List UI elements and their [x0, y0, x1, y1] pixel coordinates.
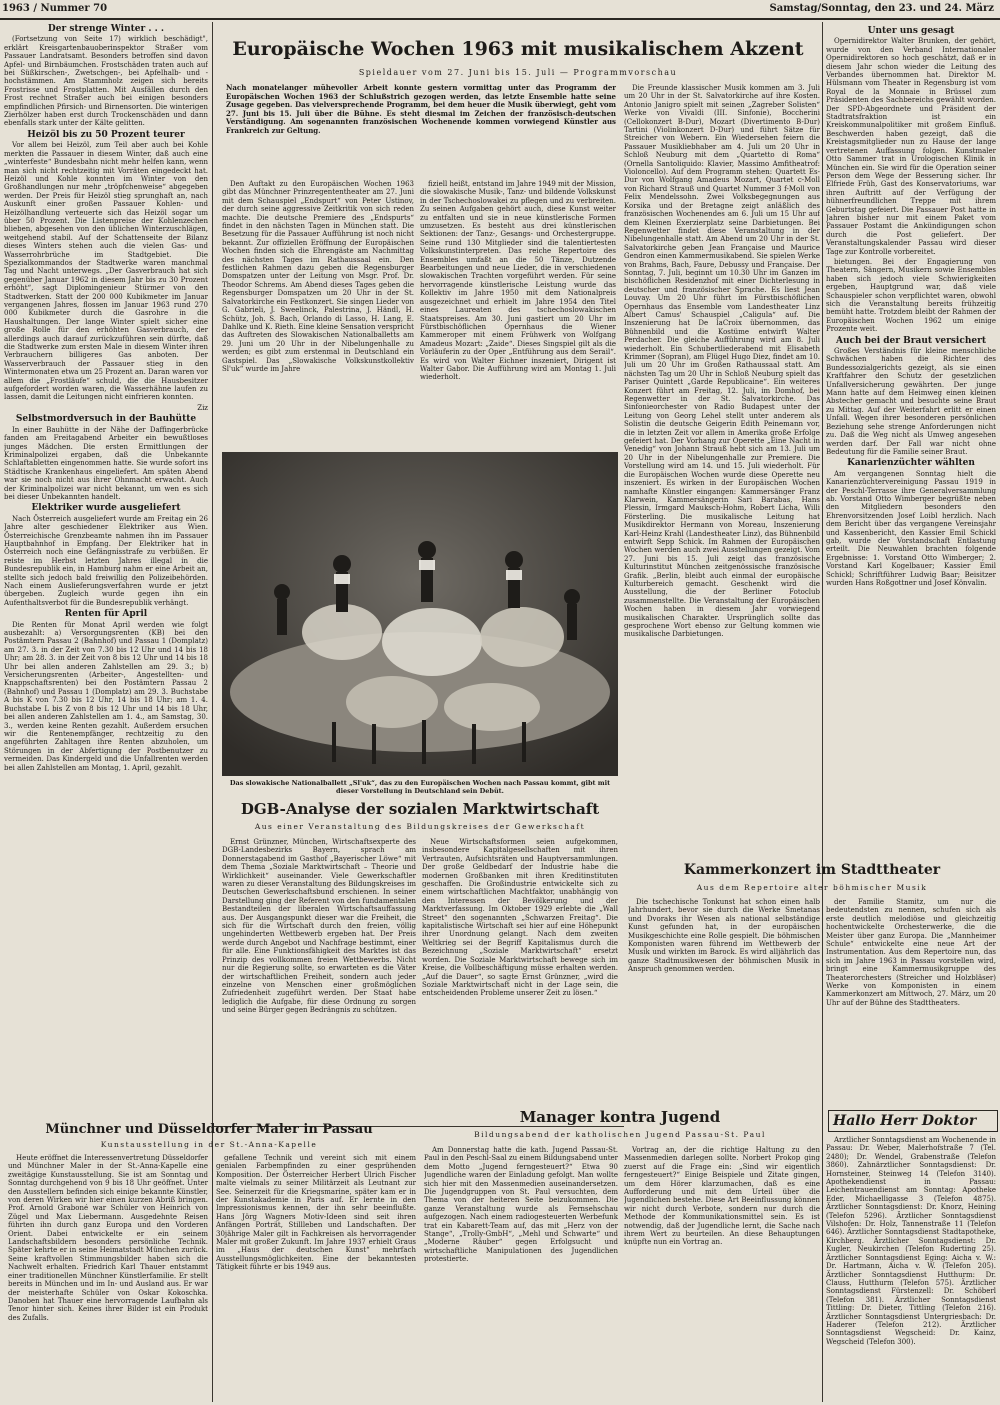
- hallo-herr-doktor-logo: Hallo Herr Doktor: [828, 1110, 998, 1132]
- manager-col-b: [624, 1146, 820, 1402]
- article-title-kanarien: Kanarienzüchter wählten: [847, 458, 975, 469]
- main-col-b-text: fiziell heißt, entstand im Jahre 1949 mit der Mission, die slowakische Musik-, Tanz- und bildende Volkskunst in der Tschechoslowakei zu pflegen und zu verbreiten. Zu seinen Aufgaben gehört auch, diese Kunst weiter zu entfalten und sie in neue künstlerische Formen umzusetzen. Es besteht aus drei künstlerischen Sektionen: der Tanz-, Gesangs- und Orchestergruppe. Seine rund 130 Mitglieder sind die talentiertesten Volkskunstinterpreten. Das reiche Repertoire des Ensembles umfaßt an die 50 Tänze, Dutzende Bearbeitungen und neue Lieder, die in verschiedenen slowakischen Trachten vorgeführt werden. Für seine hervorragende künstlerische Leistung wurde das Kollektiv im Jahre 1950 mit dem Nationalpreis ausgezeichnet und erhielt im Jahre 1954 den Titel eines Laureaten des tschechoslowakischen Staatspreises. Am 30. Juni gastiert um 20 Uhr im Fürstbischöflichen Opernhaus die Wiener Kammeroper mit einem Frühwerk von Wolfgang Amadeus Mozart: „Zaide“. Dieses Singspiel gilt als die Vorläuferin zu der Oper „Entführung aus dem Serail“. Es wird von Walter Eichner inszeniert, Dirigent ist Walter Gabor. Die Aufführung wird am Montag 1. Juli wiederholt.: [420, 180, 616, 382]
- manager-headline: Manager kontra Jugend: [519, 1108, 721, 1126]
- article-title-renten: Renten für April: [64, 609, 148, 620]
- dgb-col-b: [422, 838, 618, 1096]
- article-body-braut: Großes Verständnis für kleine menschliche Schwächen haben die Richter des Bundessozialgerichts gezeigt, als sie einen Kraftfahrer den Schutz der gesetzlichen Unfallversicherung gewährten. Der junge Mann hatte auf dem Heimweg einen kleinen Abstecher gemacht und besuchte seine Braut zu Mittag. Auf der Weiterfahrt erlitt er einen Unfall. Wegen ihrer besonderen persönlichen Beziehung sehe strenge Anforderungen nicht zu. Daß die Weg nicht als Umweg angesehen werden darf. Der Fall war nicht ohne Bedeutung für die Familie seiner Braut.: [826, 347, 996, 456]
- munchner-col-b-text: gefallene Technik und vereint sich mit einem genialen Farbempfinden zu einer gesprühenden Komposition. Der Österreicher Herbert Ulrich Fischer malte vielmals zu seiner Militärzeit als Leutnant zur See. Seinerzeit für die Kriegsmarine, später kam er in der Kunstakademie in Paris auf. Er lernte in den Impressionismus kennen, der ihn sehr beeinflußte. Hans Jörg Wagners Motiv-Ideen sind seit ihren Anfängen Porträt, Stillleben und Landschaften. Der 30jährige Maler gilt in Fachkreisen als hervorragender Maler mit großer Zukunft. Im Jahre 1937 erhielt Graus im „Haus der deutschen Kunst“ mehrfach Ausstellungsmöglichkeiten. Eine der bekanntesten Tätigkeit führte er bis 1949 aus.: [216, 1154, 416, 1272]
- main-col-b: [420, 180, 616, 448]
- article-body-unter-uns: Opernidirektor Walter Brunken, der gehört, wurde von den Verband Internationaler Opernidirektoren so hoch geschätzt, daß er in diesem Jahr schon wieder die Leitung des Verbandes übernommen hat. Direktor M. Hülsmann vom Theater in Regensburg ist vom Royal de la Monnaie in Brüssel zum Präsidenten des Sachbereichs gewählt worden. Der SPD-Abgeordnete und Präsident der Stadtratsfraktion ist ein Kreiskommunalpolitiker mit großem Einfluß. Beschwerden haben gezeigt, daß die Kreistagsmitglieder nun zu Hause der lange vertretenen Auffassung folgen. Kunstmaler Otto Sammer trat in Urologischen Klinik in München ein. Sie wird für die Operation seiner Person dem Wege der Besserung sicher. Ihr Elfriede Früh, Gast des Konservatoriums, war ihren Auftritt auf der Verfügung der hühnerfreundlichen Treppe mit ihrem Geburtstag gefeiert. Die Passauer Post hatte in Jahren bisher nur mit einem Paket vom Passauer Postamt die Ankündigungen schon durch die Post geliefert. Der Veranstaltungskalender Passau wird dieser Tage zur Kontrolle vorbereitet.: [826, 37, 996, 256]
- article-body-winter: (Fortsetzung von Seite 17) wirklich beschädigt", erklärt Kreisgartenbauoberinspektor Straßer vom Passauer Landratsamt. Besonders betroffen sind davon Apfel- und Birnbäumchen. Frostschäden traten auch auf bei Süßkirschen-, Zwetschgen-, bei Apfelhalb- und -hochstämmen. Am Stammholz zeigen sich bereits Frostrisse und Frostplatten. Mit Ausfällen durch den Frost rechnet Straßer auch bei einigen besonders empfindlichen Pfirsich- und Birnensorten. Die winterigen Zierhölzer haben erst durch Trockenschäden und dann ebenfalls stark unter der Kälte gelitten.: [4, 35, 208, 128]
- photo-caption: Das slowakische Nationalballett „Sl'uk“, das zu den Europäischen Wochen nach Passau kommt, gibt mit dieser Vorstellung in Deutschland sein Debüt.: [229, 779, 611, 795]
- main-headline: Europäische Wochen 1963 mit musikalischem Akzent: [232, 38, 804, 60]
- manager-col-a: [424, 1146, 618, 1402]
- doctor-listing-text: Ärztlicher Sonntagsdienst am Wochenende in Passau: Dr. Weber, Malerhofstraße 7 (Tel. 2480); Dr. Wendel, Grabenstraße (Telefon 3860). Zahnärztlicher Sonntagsdienst: Dr. Hornsteiner, Steinweg 14 (Telefon 3140). Apothekendienst in Passau: Leichentrauendienst am Sonntag: Apotheke Eder, Michaelligasse 3 (Telefon 4875). Ärztlicher Sonntagsdienst: Dr. Knorz, Heining (Telefon 5296). Ärztlicher Sonntagsdienst Vilshofen: Dr. Holz, Tannenstraße 11 (Telefon 646). Ärztlicher Sonntagsdienst Stadtapotheke, Kirchberg. Ärztlicher Sonntagsdienst: Dr. Kugler, Neukirchen (Telefon Ruderting 25). Ärztlicher Sonntagsdienst Eging: Aicha v. W.: Dr. Hartmann, Aicha v. W. (Telefon 205). Ärztlicher Sonntagsdienst Hutthurm: Dr. Clauss, Hutthurm (Telefon 575). Ärztlicher Sonntagsdienst Fürstenzell: Dr. Schöberl (Telefon 381). Ärztlicher Sonntagsdienst Tittling: Dr. Dieter, Tittling (Telefon 216). Ärztlicher Sonntagsdienst Untergriesbach: Dr. Haderer (Telefon 212). Ärztlicher Sonntagsdienst Wegscheid: Dr. Kainz, Wegscheid (Telefon 300).: [826, 1136, 996, 1346]
- right-column: [826, 24, 996, 860]
- article-title-braut: Auch bei der Braut versichert: [836, 335, 986, 346]
- header-issue: 1963 / Nummer 70: [2, 3, 108, 14]
- article-body-heizoel: Vor allem bei Heizöl, zum Teil aber auch bei Kohle merkten die Passauer in diesem Winter, daß auch eine „winterfeste“ Bundesbahn nicht mehr helfen kann, wenn man sich nicht rechtzeitig mit Vorräten eingedeckt hat. Heizöl und Kohle konnten im Winter von den Großhandlungen nur mehr „tröpfchenweise“ abgegeben werden. Der Preis für Heizöl stieg sprunghaft an, nach Auskunft einer großen Passauer Kohlen- und Heizölhandlung verteuerte sich das Heizöl sogar um über 50 Prozent. Die Listenpreise der Kohlenzechen blieben, abgesehen von den üblichen Winterzuschlägen, weitgehend stabil. Auf der Schattenseite der Bilanz dieses Winters stehen auch die vielen Gas- und Wasserrohrbrüche im Stadtgebiet. Die Spezialkommandos der Stadtwerke waren manchmal Tag und Nacht unterwegs. „Der Gasverbrauch hat sich gegenüber Januar 1962 in diesem Jahr bis zu 30 Prozent erhöht“, sagt Diplomingenieur Stürmer von den Stadtwerken. Statt der 200 000 Kubikmeter im Januar vergangenen Jahres, flossen im Januar 1963 rund 270 000 Kubikmeter durch die Gasrohre in die Haushaltungen. Der lange Winter spielt sicher eine große Rolle für den erhöhten Gasverbrauch, der allerdings auch darauf zurückzuführen sein dürfte, daß die Stadtwerke zum ersten Male in diesem Winter ihren Verbrauchern billigeres Gas anboten. Der Wasserverbrauch der Passauer stieg in den Wintermonaten etwa um 25 Prozent an. Daran waren vor allem die „Frostläufe“ schuld, die die Hausbesitzer aufgefordert worden waren, die Wasserhähne laufen zu lassen, damit die Leitungen nicht einfrieren konnten.: [4, 141, 208, 402]
- article-title-selbstmord: Selbstmordversuch in der Bauhütte: [15, 414, 197, 425]
- kammer-col-a-text: Die tschechische Tonkunst hat schon einen halb Jahrhundert, bevor sie durch die Werke Smetanas und Dvoraks ihr Wesen als national selbständige Kunst gefunden hat, in der europäischen Musikgeschichte eine Rolle gespielt. Die böhmischen Komponisten waren führend im Wettbewerb der Musik und wirkten im Barock. Es wird alljährlich das ganze Stadtmusikwesen der böhmischen Musik in Anspruch genommen werden.: [628, 898, 820, 974]
- column-divider: [212, 22, 213, 1402]
- header-date: Samstag/Sonntag, den 23. und 24. März: [769, 3, 994, 14]
- article-title-winter: Der strenge Winter . . .: [47, 24, 165, 34]
- munchner-col-a: [8, 1154, 208, 1402]
- kammer-subtitle: Aus dem Repertoire alter böhmischer Musik: [696, 883, 928, 892]
- dgb-col-b-text: Neue Wirtschaftsformen seien aufgekommen, insbesondere Kapitalgesellschaften mit ihren Vertrauten, Aufsichtsräten und Hauptversammlungen. Der große Geldbedarf der Industrie habe die modernen Großbanken mit ihren Kreditinstituten geschaffen. Die Großindustrie entwickelte sich zu einem wirtschaftlichen Machtfaktor, unabhängig von den Interessen der Bevölkerung und der Marktverfassung. Im Oktober 1929 erlebte die „Wall Street“ den sogenannten „Schwarzen Freitag“. Die kapitalistische Wirtschaft sei hier auf eine Höhepunkt ihrer Unordnung gelangt. Nach dem zweiten Weltkrieg sei der Begriff Kapitalismus durch die Bezeichnung „Soziale Marktwirtschaft“ ersetzt worden. Die Soziale Marktwirtschaft bewege sich im Kreise, die Vollbeschäftigung müsse erhalten werden. „Auf die Dauer“, so sagte Ernst Grünzner, „wird die Soziale Marktwirtschaft nicht in der Lage sein, die entscheidenden Probleme unserer Zeit zu lösen.“: [422, 838, 618, 998]
- doctor-listing: [826, 1136, 996, 1402]
- main-col-c-text: Die Freunde klassischer Musik kommen am 3. Juli um 20 Uhr in der St. Salvatorkirche auf ihre Kosten. Antonio Janigro spielt mit seinen „Zagreber Solisten“ Werke von Vivaldi (III. Sinfonie), Boccherini (Cellokonzert B-Dur), Mozart (Divertimento B-Dur) Tartini (Violinkonzert D-Dur) und führt Sätze für Streicher von Webern. Ein Wiedersehen feiern die Passauer Musikliebhaber am 4. Juli um 20 Uhr in Schloß Neuburg mit dem „Quartetto di Roma“ (Ornella Santoliquido: Klavier, Massimo Amfitheatrof: Violoncello). Auf dem Programm stehen: Quartett Es-Dur von Wolfgang Amadeus Mozart, Quartet c-Moll von Richard Strauß und Quartet Nummer 3 f-Moll von Felix Mendelssohn. Zwei Volksbegegnungen aus Korsika und der Bretagne zeigt anläßlich des französischen Wochenendes am 6. Juli um 15 Uhr auf dem Kleinen Exerzierplatz seine Darbietungen. Bei Regenwetter findet diese Veranstaltung in der Nibelungenhalle statt. Am Abend um 20 Uhr in der St. Salvatorkirche geben Jean Française und Maurice Gendron einen Kammermusikabend. Sie spielen Werke von Brahms, Bach, Faure, Debussy und Française. Der Sonntag, 7. Juli, beginnt um 10.30 Uhr im Ganzen im bischöflichen Residenzhof mit einer Dichterlesung in deutscher und französischer Sprache. Es liest Jean Louvay. Um 20 Uhr führt im Fürstbischöflichen Opernhaus das Ensemble vom Landestheater Linz Albert Camus' Schauspiel „Caligula“ auf. Die Inszenierung hat De laCroix übernommen, das Bühnenbild und die Kostüme entwirft Walter Perdacher. Die gleiche Aufführung wird am 8. Juli wiederholt. Ein Schubertliederabend mit Elisabeth Krimmer (Sopran), am Flügel Hugo Diez, findet am 10. Juli um 20 Uhr im Großen Rathaussaal statt. Am nächsten Tag um 20 Uhr in Schloß Neuburg spielt das Pariser Quintett „Garde Republicaine“. Ein weiteres Konzert führt am Freitag, 12. Juli, im Domhof, bei Regenwetter in der St. Salvatorkirche. Das Sinfonieorchester von Radio Budapest unter der Leitung von Georg Lehel stellt unter anderem als Solistin die deutsche Geigerin Edith Peinemann vor, die in letzten Zeit vor allem in Amerika große Erfolge gefeiert hat. Der Vorhang zur Operette „Eine Nacht in Venedig“ von Johann Strauß hebt sich am 13. Juli um 20 Uhr in der Nibelungenhalle zur Premiere. Die Vorstellung wird am 14. und 15. Juli wiederholt. Für die Europäischen Wochen wurde diese Operette neu inszeniert. Es wirken in der Europäischen Wochen namhafte Künstler eingangen: Kammersänger Franz Klarwein, Kammersängerin Sari Barabas, Hans Plessin, Irmgard Mauksch-Hohm, Robert Licha, Willi Försterling. Die musikalische Leitung hat Musikdirektor Hermann von Moreau, Inszenierung Karl-Heinz Krahl (Landestheater Linz), das Bühnenbild entwirft Sepp Schick. Im Rahmen der Europäischen Wochen werden auch zwei Ausstellungen gezeigt. Vom 27. Juni bis 15. Juli zeigt das französische Kulturinstitut München zeitgenössische französische Grafik. „Berlin, bleibt auch einmal der europäische Kulturbereich gemacht. Geschenkt wird die Ausstellung, die der Berliner Fotoclub zusammenstellte. Die Veranstaltung der Europäischen Wochen haben in diesem Jahr vorwiegend musikalischen Charakter. Ursprünglich sollte das gesprochene Wort ebenso zur Geltung kommen wie musikalische Darbietungen.: [624, 84, 820, 639]
- article-body-kanarien: Am vergangenen Sonntag hielt die Kanarienzüchtervereinigung Passau 1919 in der Peschl-Terrasse ihre Generalversammlung ab. Vorstand Otto Wimberger begrüßte neben den Mitgliedern besonders den Ehrenvorsitzenden Josef Loibl herzlich. Nach dem Bericht über das vergangene Vereinsjahr und Kassenbericht, den Kassier Emil Schickl gab, wurde der Vorstandschaft Entlastung erteilt. Die Neuwahlen brachten folgende Ergebnisse: 1. Vorstand Otto Wimberger; 2. Vorstand Karl Kogelbauer; Kassier Emil Schickl; Schriftführer Ludwig Baar; Beisitzer wurden Hans Roßgottner und Josef Könvalin.: [826, 469, 996, 587]
- dgb-subtitle: Aus einer Veranstaltung des Bildungskreises der Gewerkschaft: [254, 822, 586, 831]
- munchner-col-a-text: Heute eröffnet die Interessenvertretung Düsseldorfer und Münchner Maler in der St.-Anna-Kapelle eine zweitägige Kunstausstellung. Sie ist am Sonntag und Sonntag durchgehend von 9 bis 18 Uhr geöffnet. Unter den Ausstellern befinden sich einige bekannte Künstler, von deren Wirken wir hier einen kurzen Abriß bringen. Prof. Arnold Graboné war Schüler von Heinrich von Zügel und Max Liebermann. Ausgedehnte Reisen führten ihn durch ganz Europa und den Vorderen Orient. Dabei entwickelte er ein seinem Landschaftsbildern besonders persönliche Technik. Später kehrte er in seine Heimatstadt München zurück. Seine kraftvollen Stimmungsbilder haben sich die Nachwelt erhalten. Friedrich Karl Thauer entstammt einer traditionellen Münchner Künstlerfamilie. Er stellt bereits in München und im In- und Ausland aus. Er war der meisterhafte Schüler von Oskar Kokoschka. Danoben hat Thauer eine hervorragende Laufbahn als Tenor hinter sich. Keines ihrer Bilder ist ein Produkt des Zufalls.: [8, 1154, 208, 1322]
- article-title-elektriker: Elektriker wurde ausgeliefert: [31, 503, 181, 514]
- manager-col-b-text: Vortrag an, der die richtige Haltung zu den Massenmedien darlegen sollte. Norbert Prokop ging zuerst auf die Frage ein: „Sind wir eigentlich ferngesteuert?“ Einige Beispiele und Zitate gingen, um dem Hörer klarzumachen, daß es eine Aufforderung und mit dem Urteil über die Jugendlichen bestehe. Diese Art Beeinflussung können wir nicht durch Verbote, sondern nur durch die Methode der Kommunikationsmittel sein. Es ist notwendig, daß der Jugendliche lernt, die Sache nach ihrem Wert zu beurteilen. An diese Behauptungen knüpfte nun ein Vortrag an.: [624, 1146, 820, 1247]
- ballet-photo: [222, 452, 618, 776]
- munchner-col-b: [216, 1154, 416, 1402]
- munchner-subtitle: Kunstausstellung in der St.-Anna-Kapelle: [100, 1140, 318, 1149]
- article-body-selbstmord: In einer Bauhütte in der Nähe der Daffingerbrücke fanden am Freitagabend Arbeiter ein bewußtloses junges Mädchen. Die ersten Ermittlungen der Kriminalpolizei ergaben, daß die Unbekannte Schlaftabletten eingenommen hatte. Sie wurde sofort ins Städtische Krankenhaus eingeliefert. Am späten Abend war sie noch nicht aus ihrer Ohnmacht erwacht. Auch der Kriminalpolizei war nicht bekannt, um wen es sich bei dieser Unbekannten handelt.: [4, 425, 208, 501]
- article-body-gesellschaft: bietungen. Bei der Engagierung von Theatern, Sängern, Musikern sowie Ensembles haben sich jedoch viele Schwierigkeiten ergeben, Hauptgrund war, daß viele Schauspieler schon verpflichtet waren, obwohl sich die Veranstaltung bereits frühzeitig bemüht hatte. Trotzdem bleibt der Rahmen der Europäischen Wochen 1962 um einige Prozente weit.: [826, 257, 996, 334]
- kammer-headline: Kammerkonzert im Stadttheater: [683, 862, 941, 878]
- article-title-unter-uns: Unter uns gesagt: [867, 26, 955, 36]
- kammer-col-b-text: der Familie Stamitz, um nur die bedeutendsten zu nennen, schufen sich als erste deutlich melodiöse und gleichzeitig hochentwickelte Orchesterwerke, die die Meister über ganz Europa. Die „Mannheimer Schule“ entwickelte eine neue Art der Instrumentation. Aus dem Repertoire nun, das sich im Jahre 1963 in Passau vorstellen wird, bringt eine Kammermusikgruppe des Theaterorchesters (Streicher und Holzbläser) Werke von Komponisten in einem Kammerkonzert am Mittwoch, 27. März, um 20 Uhr auf der Bühne des Stadttheaters.: [826, 898, 996, 1007]
- kammer-col-a: [628, 898, 820, 1104]
- article-body-renten: Die Renten für Monat April werden wie folgt ausbezahlt: a) Versorgungsrenten (KB) bei den Postämtern Passau 2 (Bahnhof) und Passau 1 (Domplatz) am 27. 3. in der Zeit von 7.30 bis 12 Uhr und 14 bis 18 Uhr; am 28. 3. in der Zeit von 8 bis 12 Uhr und 14 bis 18 Uhr bei allen anderen Zahlstellen am 29. 3.; b) Versicherungsrenten (Arbeiter-, Angestellten- und Knappschaftsrenten) bei den Postämtern Passau 2 (Bahnhof) und Passau 1 (Domplatz) am 29. 3. Buchstabe A bis K von 7.30 bis 12 Uhr, 14 bis 18 Uhr; am 1. 4. Buchstabe L bis Z von 8 bis 12 Uhr und 14 bis 18 Uhr, bei allen anderen Zahlstellen am 1. 4., am Samstag, 30. 3., werden keine Renten gezahlt. Außerdem ersuchen wir die Rentenempfänger, rechtzeitig zu den angeführten Zahltagen ihre Renten abzuholen, um Störungen in der Abfertigung der Postbenutzer zu vermeiden. Das Kindergeld und die Unfallrenten werden bei allen Zahlstellen am Montag, 1. April, gezahlt.: [4, 620, 208, 772]
- main-subtitle: Spieldauer vom 27. Juni bis 15. Juli — Programmvorschau: [358, 68, 678, 77]
- munchner-headline: Münchner und Düsseldorfer Maler in Passau: [45, 1122, 373, 1137]
- kammer-col-b: [826, 898, 996, 1104]
- ballet-photo-graphic: [222, 452, 618, 776]
- article-body-elektriker: Nach Österreich ausgeliefert wurde am Freitag ein 26 Jahre alter geschiedener Elektriker aus Wien. Österreichische Grenzbeamte nahmen ihn im Passauer Hauptbahnhof in Empfang. Der Elektriker hat in Österreich noch eine Gefängnisstrafe zu verbüßen. Er reiste im Herbst letzten Jahres illegal in die Bundesrepublik ein, in Hamburg nahm er eine Arbeit an, stellte sich jedoch bald freiwillig den Polizeibehörden. Nach einem Auslieferungsverfahren wurde er jetzt übergeben. Zugleich wurde gegen ihn ein Aufenthaltsverbot für die Bundesrepublik verhängt.: [4, 514, 208, 607]
- article-signature: Ziz: [197, 403, 208, 412]
- dgb-headline: DGB-Analyse der sozialen Marktwirtschaft: [240, 800, 600, 818]
- column-divider-right: [822, 22, 823, 1402]
- manager-col-a-text: Am Donnerstag hatte die kath. Jugend Passau-St. Paul in den Peschl-Saal zu einem Bildungsabend unter dem Motto „Jugend ferngesteuert?“ Etwa 90 Jugendliche waren der Einladung gefolgt. Man wollte sich hier mit den Massenmedien auseinandersetzen. Die Jugendgruppen von St. Paul versuchten, dem Thema von der heiteren Seite beizukommen. Die ganze Veranstaltung wurde als Fernsehschau aufgezogen. Nach einem radiogesteuerten Werbefunk trat ein Kabarett-Team auf, das mit „Herz von der Stange“, „Trolly-GmbH“, „Mehl und Schwarte“ und „Moderne Räuber“ gegen Erfolgsucht und wirtschaftliche Manipulationen des Jugendlichen protestierte.: [424, 1146, 618, 1264]
- dgb-col-a: [222, 838, 416, 1096]
- main-lead: Nach monatelanger mühevoller Arbeit konnte gestern vormittag unter das Programm der Europäischen Wochen 1963 der Schlußstrich gezogen werden, das letzte Ensemble hatte seine Zusage gegeben. Das vielversprechende Programm, bei dem heuer die Musik überwiegt, geht vom 27. Juni bis 15. Juli über die Bühne. Es steht diesmal im Zeichen der französisch-deutschen Verständigung. Am sogenannten französischen Wochenende kommen vorwiegend Künstler aus Frankreich zur Geltung.: [226, 83, 616, 135]
- page-header: [0, 0, 1000, 20]
- article-title-heizoel: Heizöl bis zu 50 Prozent teurer: [27, 129, 185, 140]
- main-col-a: [222, 180, 414, 448]
- main-col-a-text: Den Auftakt zu den Europäischen Wochen 1963 gibt das Münchner Prinzregententheater am 27. Juni mit dem Schauspiel „Endspurt“ von Peter Ustinov, der durch seine aggressive Zeitkritik von sich reden machte. Die deutsche Premiere des „Endspurts“ findet in den nächsten Tagen in München statt. Die Besetzung für die Passauer Aufführung ist noch nicht bekannt. Zur offiziellen Eröffnung der Europäischen Wochen finden sich die Ehrengäste am Nachmittag des nächsten Tages im Rathaussaal ein. Den festlichen Rahmen dazu geben die Regensburger Domspatzen unter der Leitung von Msgr. Prof. Dr. Theodor Schrems. Am Abend dieses Tages geben die Regensburger Domspatzen um 20 Uhr in der St. Salvatorkirche ein Festkonzert. Sie singen Lieder von G. Gabrieli, J. Sweelinck, Palestrina, J. Händl, H. Schütz, Joh. S. Bach, Orlando di Lasso, H. Lang, E. Dahlke und K. Rieth. Eine kleine Sensation verspricht das Auftreten des Slowakischen Nationalballetts am 29. Juni um 20 Uhr in der Nibelungenhalle zu werden; es gibt zum erstenmal in Deutschland ein Gastspiel. Das „Slowakische Volkskunstkollektiv Sl'uk“ wurde im Jahre: [222, 180, 414, 373]
- dgb-col-a-text: Ernst Grünzner, München, Wirtschaftsexperte des DGB-Landesbezirks Bayern, sprach am Donnerstagabend im Gasthof „Bayerischer Löwe“ mit dem Thema „Soziale Marktwirtschaft – Theorie und Wirklichkeit“ auseinander. Viele Gewerkschaftler waren zu dieser Veranstaltung des Bildungskreises im Deutschen Gewerkschaftsbund erschienen. In seiner Darstellung ging der Referent von den fundamentalen Bestandteilen der liberalen Wirtschaftsauffassung aus. Der Ausgangspunkt dieser war die Freiheit, die sich für die Wirtschaft durch den freien, völlig ungehinderten Wettbewerb ergeben hat. Der Preis werde durch Angebot und Nachfrage bestimmt, einer für alle. Eine Funktionsfähigkeit des Marktes ist das Prinzip des vollkommen freien Wettbewerbs. Nicht nur die Regierung sollte, so erwarteten es die Väter der wirtschaftlichen Freiheit, sondern auch jeder einzelne von Menschen einer großmöglichen Zufriedenheit zugeführt werden. Der Staat habe lediglich die Aufgabe, für diese Ordnung zu sorgen und seine Bürger gegen Bedrängnis zu schützen.: [222, 838, 416, 1015]
- manager-subtitle: Bildungsabend der katholischen Jugend Passau-St. Paul: [474, 1130, 766, 1139]
